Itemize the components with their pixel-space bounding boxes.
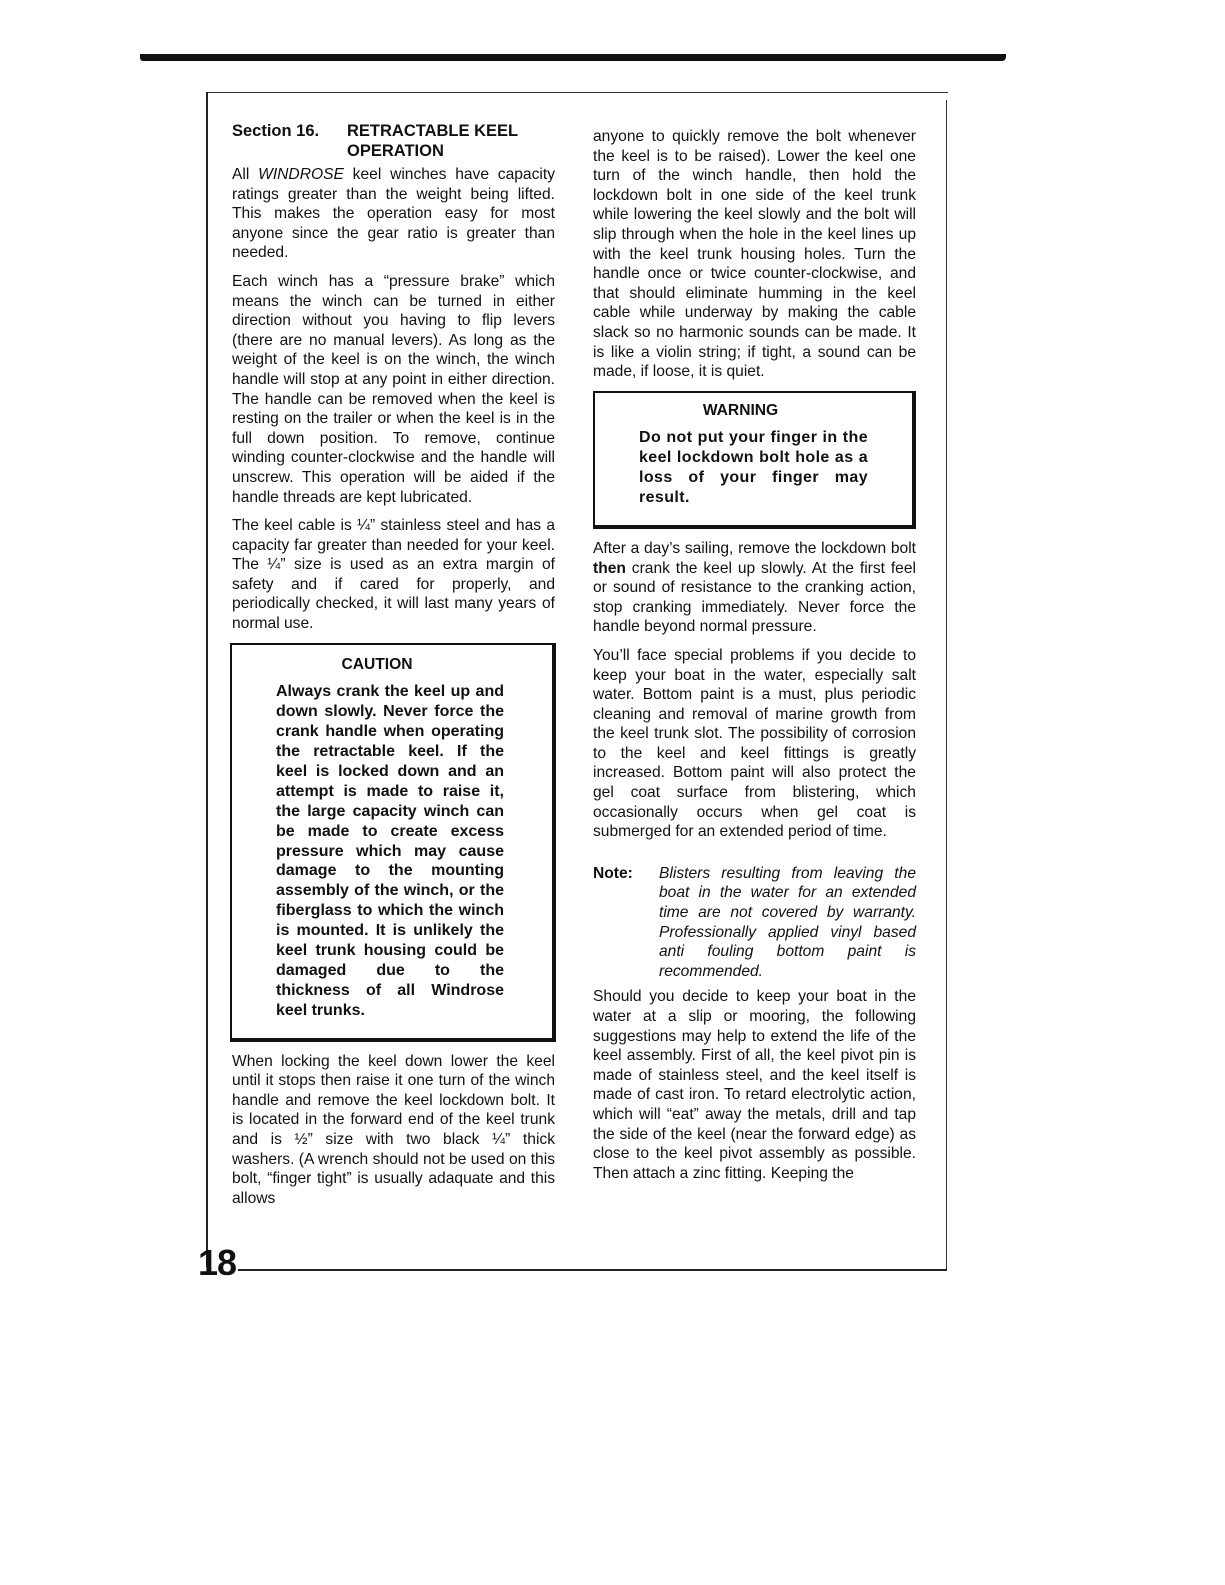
caution-text: Always crank the keel up and down slowly. Never force the crank handle when operating the retractable keel. If the keel is locked down and an attempt is made to raise it, the large capacity winch can be made to create excess pressure which may cause damage to the mounting assembly of the winch, or the fiberglass to which the winch is mounted. It is unlikely the keel trunk housing could be damaged due to the thickness of all Windrose keel trunks. (276, 683, 504, 1019)
frame-bottom-line (238, 1269, 947, 1271)
note-text: Blisters resulting from leaving the boat in the water for an extended time are not covered by warranty. Professionally applied vinyl based anti fouling bottom paint is recommended. (659, 864, 916, 980)
section-heading (232, 121, 555, 161)
frame-left-line (206, 92, 208, 1267)
note-blisters (593, 864, 916, 982)
frame-right-line (946, 100, 947, 1270)
caution-title: CAUTION (341, 655, 413, 673)
paragraph-after-sailing: After a day’s sailing, remove the lockdown bolt then crank the keel up slowly. At the first feel or sound of resistance to the cranking action, stop cranking immediately. Never force the handle beyond normal pressure. (593, 539, 916, 636)
note-label: Note: (593, 864, 633, 882)
paragraph-locking-keel: When locking the keel down lower the keel until it stops then raise it one turn of the winch handle and remove the keel lockdown bolt. It is located in the forward end of the keel trunk and is ½” size with two black ¼” thick washers. (A wrench should not be used on this bolt, “finger tight” is usually adaquate and this allows (232, 1052, 555, 1207)
caution-box (230, 643, 556, 1042)
top-rule (140, 54, 1006, 61)
warning-title: WARNING (702, 401, 779, 419)
paragraph-keel-cable: The keel cable is ¼” stainless steel and has a capacity far greater than needed for your keel. The ¼” size is used as an extra margin of safety and if cared for properly, and periodically checked, it will last many years of normal use. (232, 517, 555, 633)
paragraph-winch-capacity: All WINDROSE keel winches have capacity ratings greater than the weight being lifted. This makes the operation easy for most anyone since the gear ratio is greater than needed. (232, 166, 555, 262)
section-title-line2: OPERATION (347, 142, 444, 160)
frame-top-line (206, 92, 948, 93)
paragraph-pressure-brake: Each winch has a “pressure brake” which means the winch can be turned in either direction without you having to flip levers (there are no manual levers). As long as the weight of the keel is on the winch, the winch handle will stop at any point in either direction. The handle can be removed when the keel is resting on the trailer or when the keel is in the full down position. To remove, continue winding counter-clockwise and the handle will unscrew. This operation will be aided if the handle threads are kept lubricated. (232, 272, 555, 506)
left-column (232, 121, 555, 1217)
paragraph-water-storage: You’ll face special problems if you decide to keep your boat in the water, especially salt water. Bottom paint is a must, plus periodic cleaning and removal of marine growth from the keel trunk slot. The possibility of corrosion to the keel and keel fittings is greatly increased. Bottom paint will also protect the gel coat surface from blistering, which occasionally occurs when gel coat is submerged for an extended period of time. (593, 646, 916, 841)
warning-text: Do not put your finger in the keel lockdown bolt hole as a loss of your finger may result. (639, 429, 868, 507)
right-column (593, 127, 916, 1192)
section-number: Section 16. (232, 122, 320, 140)
paragraph-slip-mooring: Should you decide to keep your boat in the water at a slip or mooring, the following suggestions may help to extend the life of the keel assembly. First of all, the keel pivot pin is made of stainless steel, and the keel itself is made of cast iron. To retard electrolytic action, which will “eat” away the metals, drill and tap the side of the keel (near the forward edge) as close to the keel pivot assembly as possible. Then attach a zinc fitting. Keeping the (593, 988, 916, 1182)
paragraph-lockdown-bolt: anyone to quickly remove the bolt whenever the keel is to be raised). Lower the keel one turn of the winch handle, then hold the lockdown bolt in one side of the keel trunk while lowering the keel slowly and the bolt will slip through when the hole in the keel lines up with the keel trunk housing holes. Turn the handle once or twice counter-clockwise, and that should eliminate humming in the keel cable while underway by making the cable slack so no harmonic sounds can be made. It is like a violin string; if tight, a sound can be made, if loose, it is quiet. (593, 128, 916, 381)
page-number: 18 (198, 1242, 237, 1283)
brand-name: WINDROSE (258, 166, 344, 183)
warning-box (593, 391, 916, 529)
section-title-line1: RETRACTABLE KEEL (347, 122, 519, 140)
